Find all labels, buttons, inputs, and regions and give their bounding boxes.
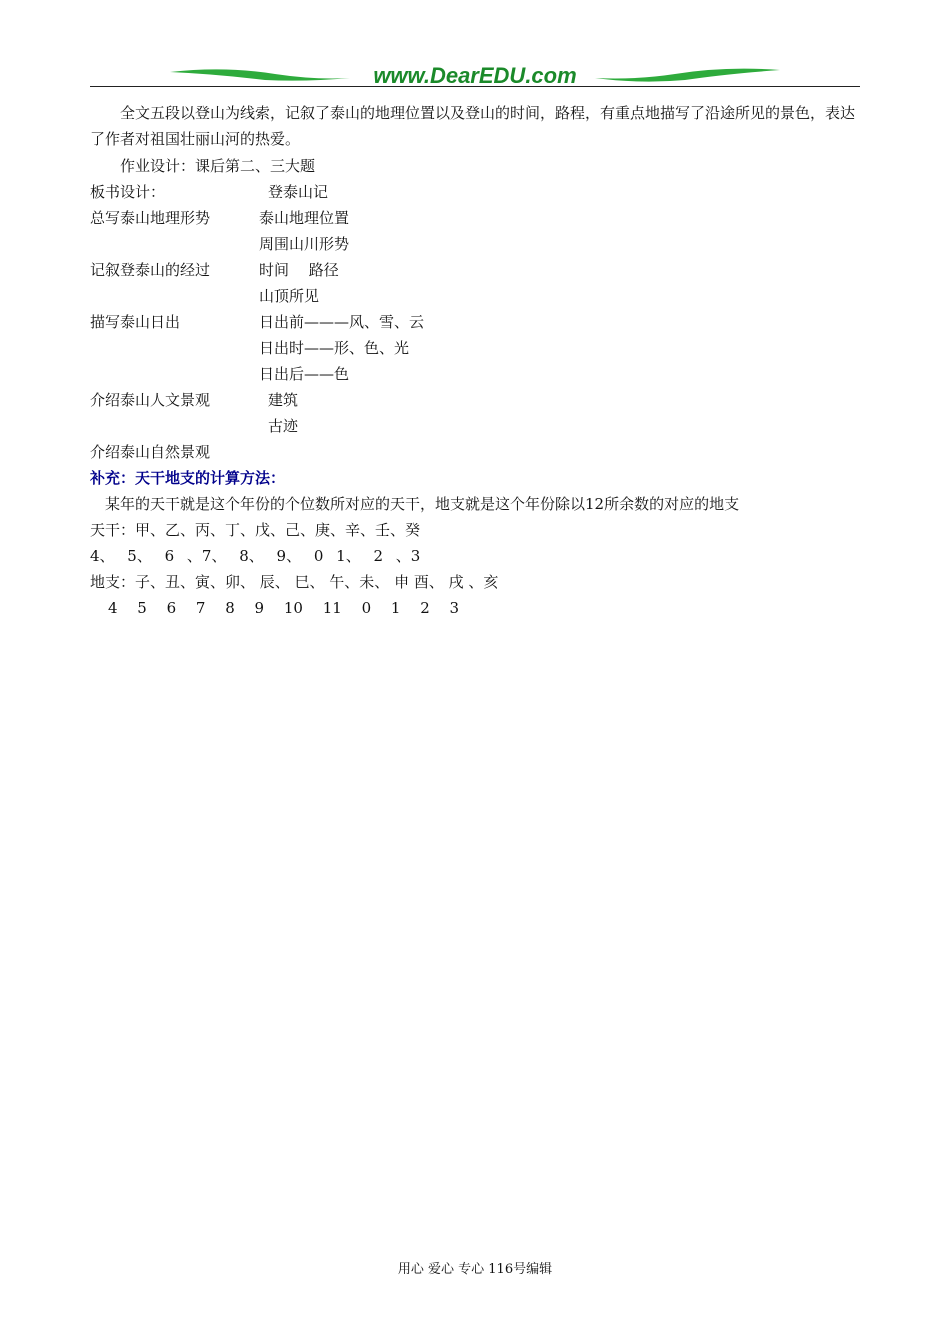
board-title: 登泰山记 [268,183,329,201]
outline-right: 建筑 [268,391,299,409]
dizhi-line: 地支：子、丑、寅、卯、 辰、 巳、 午、未、 申 酉、 戌 、亥 [90,573,499,591]
header-rule [90,86,860,87]
outline-left: 记叙登泰山的经过 [90,261,211,279]
logo-text: www.DearEDU.com [373,63,577,88]
outline-left: 介绍泰山自然景观 [90,443,211,461]
outline-right: 古迹 [268,417,299,435]
tiangan-line: 天干：甲、乙、丙、丁、戊、己、庚、辛、壬、癸 [90,521,421,539]
outline-right: 日出后——色 [259,365,350,383]
outline-left: 描写泰山日出 [90,313,181,331]
outline-right: 时间 路径 [259,261,339,279]
logo-right-swoosh [595,69,780,82]
dizhi-numbers: 4 5 6 7 8 9 10 11 0 1 2 3 [108,599,460,617]
outline-right: 山顶所见 [259,287,320,305]
outline-right: 日出前———风、雪、云 [259,313,425,331]
outline-left: 总写泰山地理形势 [90,209,211,227]
outline-left: 介绍泰山人文景观 [90,391,211,409]
supplement-text: 某年的天干就是这个年份的个位数所对应的天干，地支就是这个年份除以12所余数的对应的地支 [105,495,740,513]
outline-right: 泰山地理位置 [259,209,350,227]
homework-line: 作业设计：课后第二、三大题 [120,157,316,175]
outline-right: 周围山川形势 [259,235,350,253]
supplement-heading: 补充：天干地支的计算方法： [90,469,286,487]
outline-right: 日出时——形、色、光 [259,339,410,357]
tiangan-numbers: 4、 5、 6 、7、 8、 9、 0 1、 2 、3 [90,547,421,565]
page-footer: 用心 爱心 专心 116号编辑 [397,1262,553,1277]
logo-left-swoosh [170,69,350,80]
summary-paragraph: 全文五段以登山为线索，记叙了泰山的地理位置以及登山的时间，路程，有重点地描写了沿途所见的景色，表达了作者对祖国壮丽山河的热爱。 [90,104,856,148]
board-label: 板书设计： [90,183,166,201]
